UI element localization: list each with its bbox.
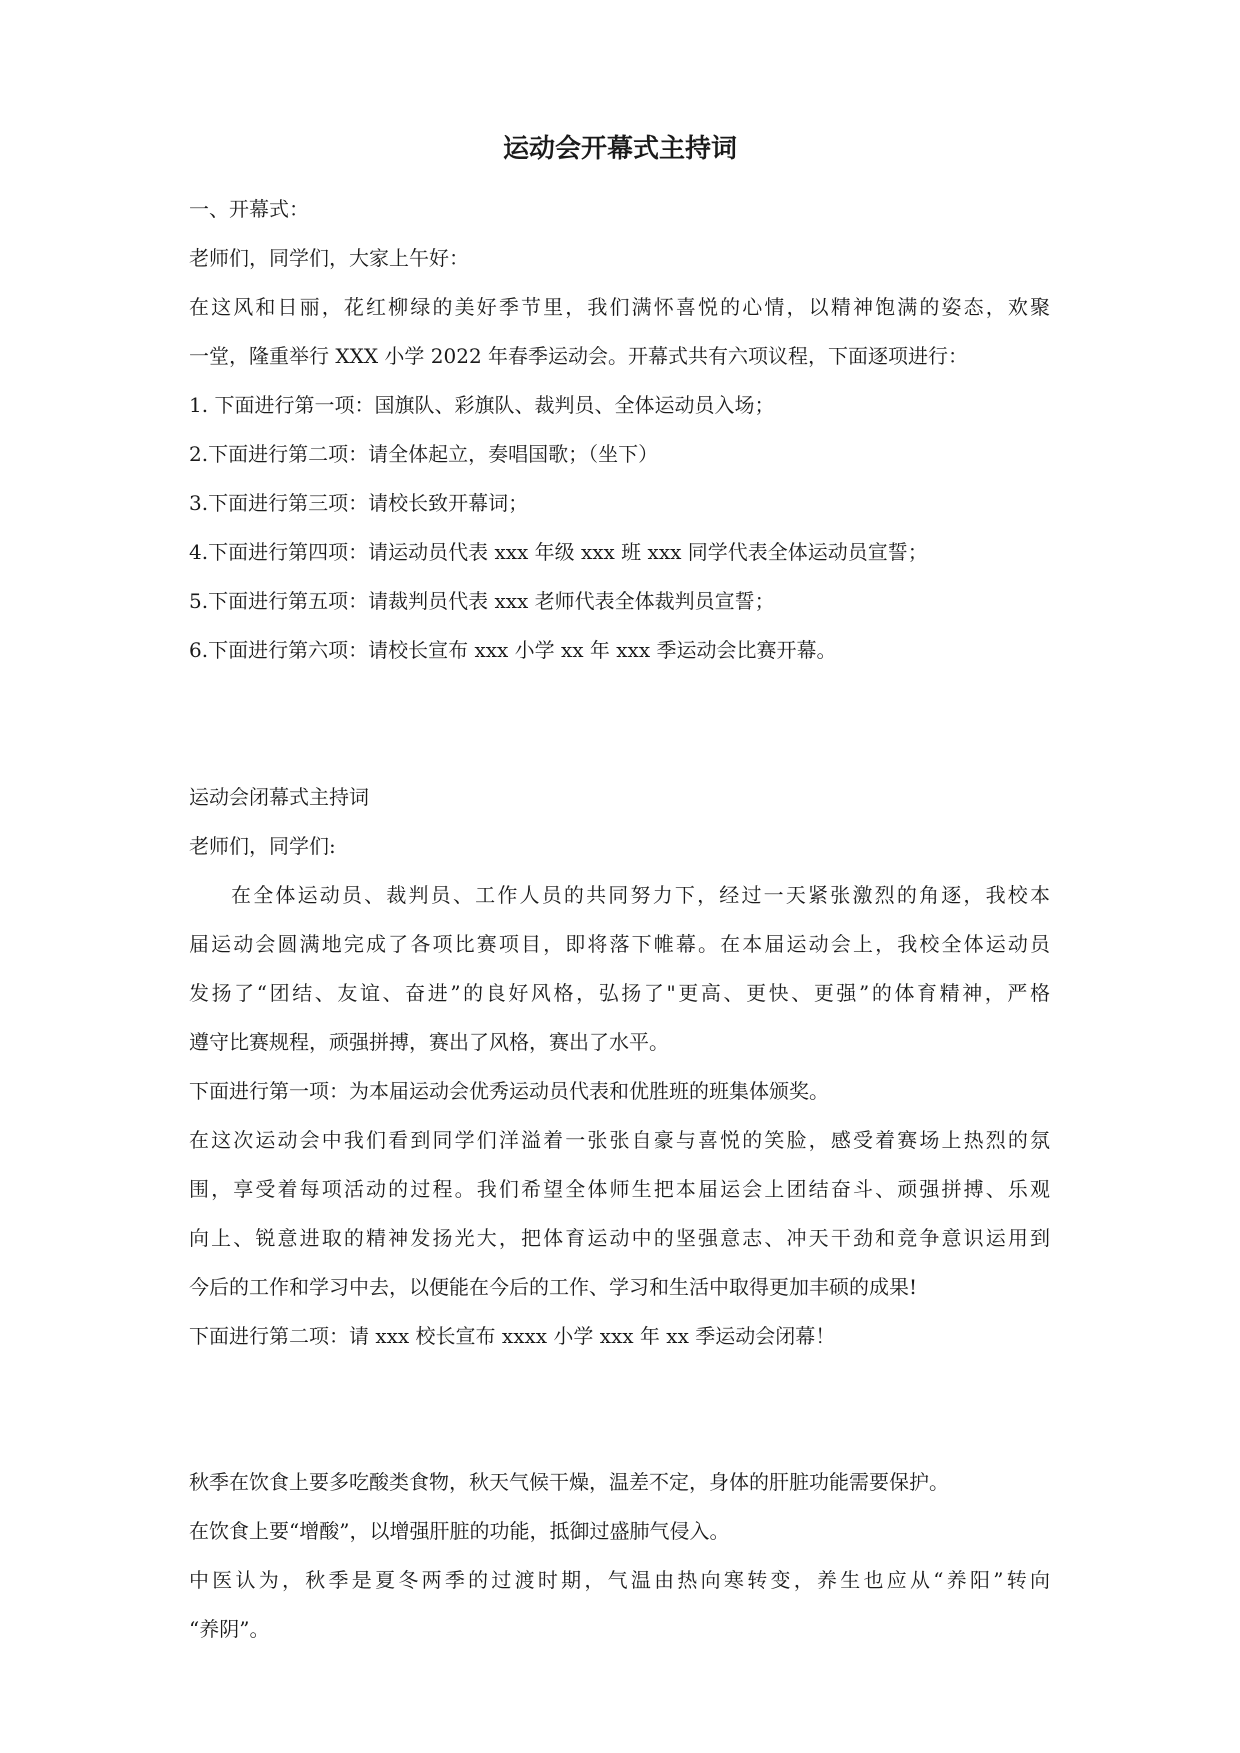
- closing-para2-line-3: 向上、锐意进取的精神发扬光大，把体育运动中的坚强意志、冲天干劲和竞争意识运用到: [189, 1226, 1050, 1250]
- autumn-line-2: 在饮食上要“增酸”，以增强肝脏的功能，抵御过盛肺气侵入。: [189, 1519, 730, 1543]
- agenda-item-5: 5.下面进行第五项：请裁判员代表 xxx 老师代表全体裁判员宣誓；: [189, 589, 775, 613]
- closing-greeting: 老师们，同学们:: [189, 834, 336, 858]
- closing-para1-line-4: 遵守比赛规程，顽强拼搏，赛出了风格，赛出了水平。: [189, 1030, 669, 1054]
- closing-para1-line-3: 发扬了“团结、友谊、奋进”的良好风格，弘扬了"更高、更快、更强”的体育精神，严格: [189, 981, 1050, 1005]
- agenda-item-4: 4.下面进行第四项：请运动员代表 xxx 年级 xxx 班 xxx 同学代表全体运动员宣誓；: [189, 540, 928, 564]
- closing-para1-line-2: 届运动会圆满地完成了各项比赛项目，即将落下帷幕。在本届运动会上，我校全体运动员: [189, 932, 1050, 956]
- opening-intro-line-1: 在这风和日丽，花红柳绿的美好季节里，我们满怀喜悦的心情，以精神饱满的姿态，欢聚: [189, 295, 1050, 319]
- agenda-item-2: 2.下面进行第二项：请全体起立，奏唱国歌；（坐下）: [189, 442, 659, 466]
- page-title: 运动会开幕式主持词: [502, 134, 737, 164]
- closing-para2-line-4: 今后的工作和学习中去，以便能在今后的工作、学习和生活中取得更加丰硕的成果!: [189, 1275, 918, 1299]
- agenda-item-1: 1. 下面进行第一项：国旗队、彩旗队、裁判员、全体运动员入场；: [189, 393, 775, 417]
- closing-item-2: 下面进行第二项：请 xxx 校长宣布 xxxx 小学 xxx 年 xx 季运动会闭幕！: [189, 1324, 836, 1348]
- autumn-line-4: “养阴”。: [189, 1617, 270, 1641]
- opening-intro-line-2: 一堂，隆重举行 XXX 小学 2022 年春季运动会。开幕式共有六项议程，下面逐项进行：: [189, 344, 969, 368]
- closing-item-1: 下面进行第一项：为本届运动会优秀运动员代表和优胜班的班集体颁奖。: [189, 1079, 829, 1103]
- agenda-item-3: 3.下面进行第三项：请校长致开幕词；: [189, 491, 529, 515]
- opening-greeting: 老师们，同学们，大家上午好：: [189, 246, 469, 270]
- closing-heading: 运动会闭幕式主持词: [189, 785, 369, 809]
- closing-para1-line-1: 在全体运动员、裁判员、工作人员的共同努力下，经过一天紧张激烈的角逐，我校本: [231, 883, 1050, 907]
- agenda-item-6: 6.下面进行第六项：请校长宣布 xxx 小学 xx 年 xxx 季运动会比赛开幕。: [189, 638, 837, 662]
- closing-para2-line-2: 围，享受着每项活动的过程。我们希望全体师生把本届运会上团结奋斗、顽强拼搏、乐观: [189, 1177, 1050, 1201]
- autumn-line-1: 秋季在饮食上要多吃酸类食物，秋天气候干燥，温差不定，身体的肝脏功能需要保护。: [189, 1470, 949, 1494]
- closing-para2-line-1: 在这次运动会中我们看到同学们洋溢着一张张自豪与喜悦的笑脸，感受着赛场上热烈的氛: [189, 1128, 1050, 1152]
- autumn-line-3: 中医认为，秋季是夏冬两季的过渡时期，气温由热向寒转变，养生也应从“养阳”转向: [189, 1568, 1050, 1592]
- opening-heading: 一、开幕式：: [189, 197, 309, 221]
